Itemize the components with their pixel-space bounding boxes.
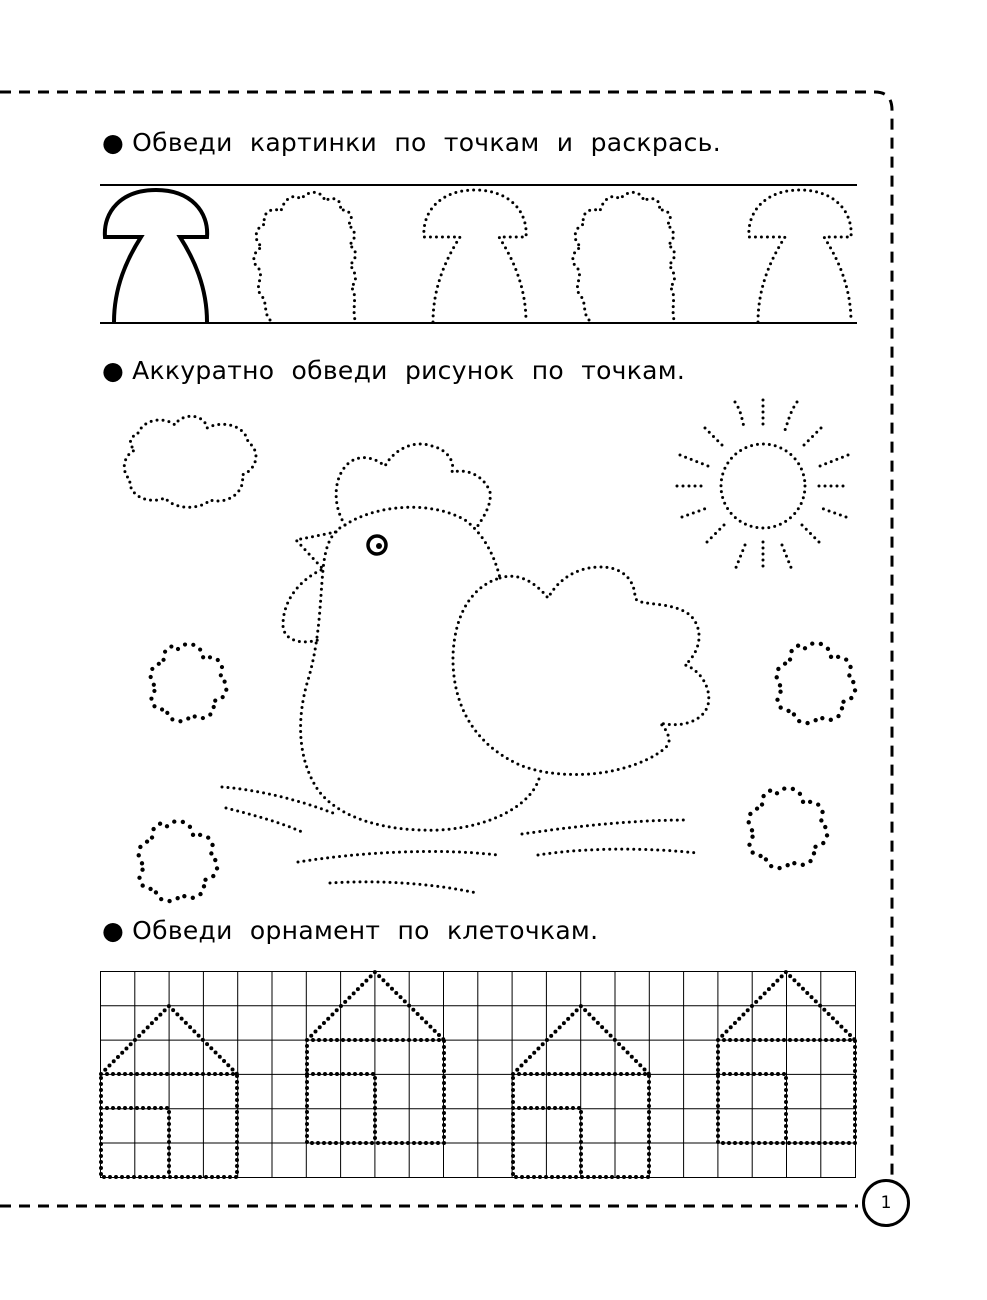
mushroom-solid: [105, 190, 207, 322]
rooster-body: [345, 507, 668, 774]
house-dotted: [307, 972, 444, 1143]
page-number-text: 1: [880, 1193, 892, 1213]
task-instruction-1: [102, 128, 721, 158]
rooster-wattle: [283, 570, 321, 642]
task-instruction-3: [102, 916, 598, 946]
task-text: Обведи картинки по точкам и раскрась.: [132, 128, 721, 157]
grass-lines: [222, 787, 697, 893]
task-instruction-2: [102, 356, 685, 386]
rooster-eye: [368, 536, 386, 554]
tree-dotted: [254, 192, 356, 320]
bullet-icon: ●: [102, 128, 125, 157]
flower-dotted: [151, 644, 227, 721]
rooster-tail: [500, 567, 709, 745]
rooster-scene: [124, 400, 855, 901]
rooster-comb: [336, 444, 490, 530]
flower-dotted: [139, 821, 218, 901]
task-text: Обведи орнамент по клеточкам.: [132, 916, 599, 945]
bullet-icon: ●: [102, 916, 125, 945]
bullet-icon: ●: [102, 356, 125, 385]
tree-dotted: [573, 192, 675, 320]
cloud-dotted: [124, 416, 256, 507]
sun-rays: [677, 400, 849, 572]
mushroom-dotted: [749, 190, 851, 322]
row1-figures: [105, 190, 851, 322]
mushroom-dotted: [424, 190, 526, 322]
page-number: [862, 1179, 910, 1227]
row1-lines: [100, 185, 857, 323]
rooster-beak: [296, 532, 336, 568]
flower-dotted: [777, 643, 856, 723]
task-text: Аккуратно обведи рисунок по точкам.: [132, 356, 686, 385]
flower-dotted: [749, 788, 828, 868]
sun-dotted: [721, 444, 805, 528]
